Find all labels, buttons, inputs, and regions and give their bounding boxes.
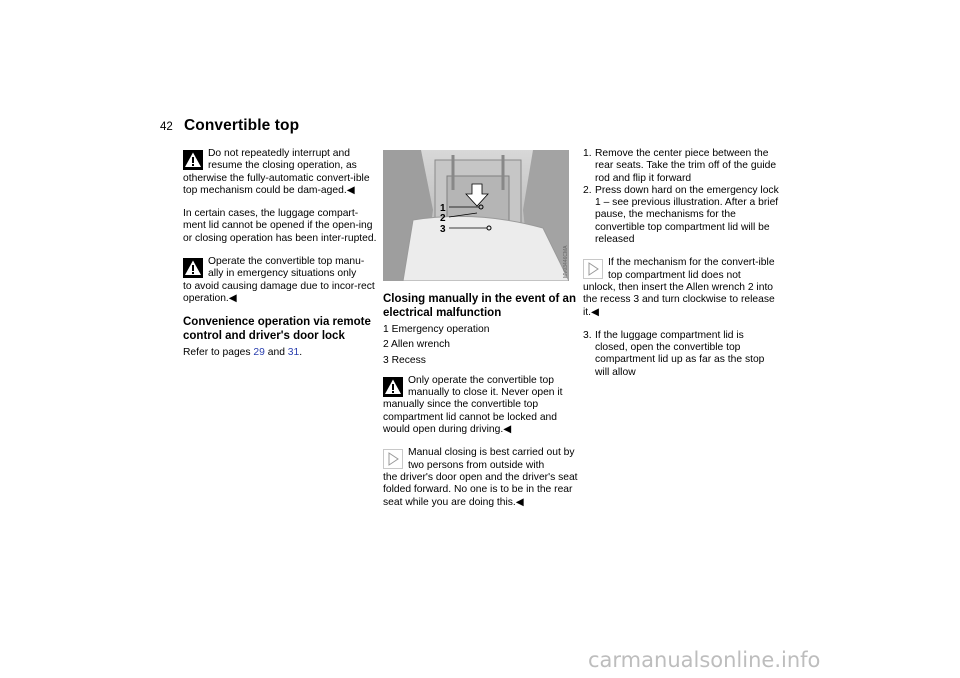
warning-rest-text: otherwise the fully-automatic convert-ible top mechanism could be dam-aged.◀	[183, 172, 370, 196]
step-text: Remove the center piece between the rear seats. Take the trim off of the guide rod and flip it forward	[595, 148, 777, 184]
warning-lead-text: Operate the convertible top manu-ally in emergency situations only	[208, 256, 365, 280]
refer-suffix: .	[299, 347, 303, 359]
page-link-29[interactable]: 29	[253, 347, 265, 359]
paragraph: In certain cases, the luggage compart-ment lid cannot be opened if the open-ing or closing operation has been inter-rupted.	[183, 208, 377, 244]
column-3	[583, 148, 779, 379]
column-1	[183, 148, 379, 360]
warning-triangle-icon	[183, 150, 203, 170]
legend-item: 2 Allen wrench	[383, 339, 450, 351]
note-play-icon	[383, 449, 403, 469]
warning-lead-text: Only operate the convertible top manually to close it. Never open it	[408, 374, 563, 399]
warning-note-3	[383, 375, 579, 436]
steps-list-2	[583, 330, 779, 379]
legend-list	[383, 324, 579, 367]
warning-note-2	[183, 256, 379, 305]
info-note	[583, 257, 779, 318]
note-rest-text: unlock, then insert the Allen wrench 2 into the recess 3 and turn clockwise to release it.◀	[583, 281, 775, 318]
section-heading: Convenience operation via remote control and driver's door lock	[183, 316, 371, 342]
step-item	[583, 330, 779, 379]
note-play-icon	[583, 259, 603, 279]
note-lead-text: If the mechanism for the convert-ible top compartment lid does not	[608, 257, 775, 281]
rear-seat-illustration	[383, 150, 569, 281]
warning-lead-text: Do not repeatedly interrupt and resume the closing operation, as	[208, 148, 357, 172]
step-text: If the luggage compartment lid is closed, open the convertible top compartment lid up as far as the stop will allow	[595, 329, 765, 378]
note-lead-text: Manual closing is best carried out by two persons from outside with	[408, 447, 575, 471]
section-heading: Closing manually in the event of an electrical malfunction	[383, 293, 576, 319]
step-item	[583, 148, 779, 185]
warning-rest-text: manually since the convertible top compartment lid cannot be locked and would open during driving.◀	[383, 399, 558, 436]
figure-code: MV03446CMA	[563, 245, 569, 278]
step-number: 2.	[583, 184, 592, 196]
page-reference	[183, 347, 379, 359]
page-link-31[interactable]: 31	[287, 347, 300, 359]
warning-rest-text: to avoid causing damage due to incor-rect operation.◀	[183, 280, 375, 304]
refer-and: and	[264, 347, 288, 359]
figure-label-3: 3	[440, 224, 446, 235]
column-2	[383, 150, 579, 520]
legend-item: 1 Emergency operation	[383, 324, 490, 335]
figure-label-2: 2	[440, 213, 446, 224]
refer-prefix: Refer to pages	[183, 347, 254, 359]
warning-triangle-icon	[183, 258, 203, 278]
note-rest-text: the driver's door open and the driver's seat folded forward. No one is to be in the rear seat while you are doing this.◀	[383, 471, 578, 508]
illustration-figure	[383, 150, 569, 281]
page-number: 42	[160, 121, 173, 133]
step-text: Press down hard on the emergency lock 1 – see previous illustration. After a brief pause, the mechanisms for the convertible top compartment lid will be released	[595, 184, 779, 246]
steps-list	[583, 148, 779, 246]
watermark: carmanualsonline.info	[588, 648, 821, 672]
warning-triangle-icon	[383, 377, 403, 397]
step-number: 3.	[583, 329, 592, 341]
info-note	[383, 447, 579, 508]
step-item	[583, 185, 779, 246]
step-number: 1.	[583, 148, 592, 159]
legend-item: 3 Recess	[383, 354, 426, 366]
warning-note-1	[183, 148, 379, 197]
figure-label-1: 1	[440, 203, 446, 214]
page-title: Convertible top	[184, 117, 300, 134]
